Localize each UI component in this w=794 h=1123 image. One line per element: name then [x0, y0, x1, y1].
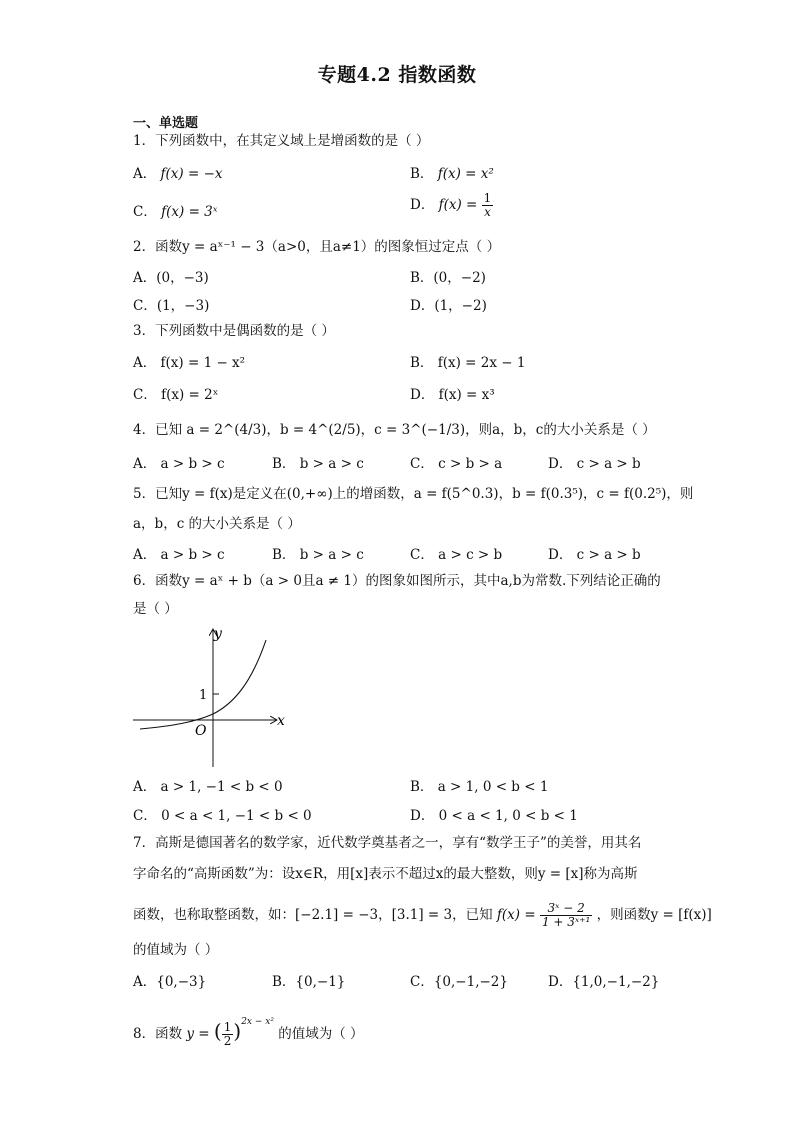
q2-option-d[interactable]: D．(1，−2) [410, 298, 487, 314]
q6-option-a[interactable]: A． a > 1, −1 < b < 0 [133, 779, 283, 795]
q1-option-c-expr: f(x) = 3ˣ [161, 204, 218, 220]
q3-option-b[interactable]: B． f(x) = 2x − 1 [410, 355, 526, 371]
q3-option-a[interactable]: A． f(x) = 1 − x² [133, 355, 246, 371]
q4-option-a[interactable]: A． a > b > c [133, 456, 225, 472]
question-5-stem-line1: 5．已知y = f(x)是定义在(0,+∞)上的增函数，a = f(5^0.3)，b = f(0.3⁵)，c = f(0.2⁵)，则 [133, 486, 694, 502]
q1-option-d[interactable]: D． f(x) = $\frac{1}{x}$ [410, 191, 492, 219]
q2-option-b[interactable]: B．(0，−2) [410, 270, 486, 286]
question-5-stem-line2: a，b，c 的大小关系是（ ） [133, 516, 301, 532]
graph-y-label: y [214, 626, 222, 642]
graph-x-label: x [277, 713, 285, 729]
section-heading: 一、单选题 [133, 116, 199, 131]
curve-line [140, 640, 266, 729]
graph-origin-label: O [195, 723, 207, 739]
question-8-stem: 8．函数 y = ( $\frac{1}{2}$ )$^{2x - x^2}$ 的值域为（ ） [133, 1017, 364, 1048]
q7-option-c[interactable]: C．{0,−1,−2} [410, 974, 508, 990]
q1-option-d-fraction: $\frac{1}{x}$ [483, 191, 492, 219]
q1-option-b-expr: f(x) = x² [437, 166, 494, 182]
q1-option-a-expr: f(x) = −x [160, 166, 223, 182]
question-7-line3: 函数，也称取整函数，如：[−2.1] = −3，[3.1] = 3，已知 f(x) = $\frac{\text{3ˣ − 2}}{\text{1 + 3ˣ⁺¹}}$ ，则函数y = [f(x)] [133, 901, 712, 929]
q5-option-d[interactable]: D． c > a > b [548, 547, 641, 563]
question-1-stem: 1．下列函数中，在其定义域上是增函数的是（ ） [133, 133, 430, 149]
q5-option-a[interactable]: A． a > b > c [133, 547, 225, 563]
q5-option-b[interactable]: B． b > a > c [272, 547, 364, 563]
q1-option-a[interactable]: A． f(x) = −x [133, 166, 223, 182]
q3-option-d[interactable]: D． f(x) = x³ [410, 387, 495, 403]
question-3-stem: 3．下列函数中是偶函数的是（ ） [133, 323, 335, 339]
q4-option-d[interactable]: D． c > a > b [548, 456, 641, 472]
graph-one-label: 1 [199, 688, 208, 703]
q7-option-d[interactable]: D．{1,0,−1,−2} [548, 974, 660, 990]
question-6-stem-line1: 6．函数y = aˣ + b（a > 0且a ≠ 1）的图象如图所示，其中a,b为常数.下列结论正确的 [133, 573, 661, 589]
q2-option-a[interactable]: A．(0，−3) [133, 270, 209, 286]
question-7-line1: 7．高斯是德国著名的数学家，近代数学奠基者之一，享有“数学王子”的美誉，用其名 [133, 835, 642, 851]
q6-option-b[interactable]: B． a > 1, 0 < b < 1 [410, 779, 549, 795]
q6-option-d[interactable]: D． 0 < a < 1, 0 < b < 1 [410, 808, 578, 824]
question-7-line4: 的值域为（ ） [133, 942, 219, 958]
question-6-stem-line2: 是（ ） [133, 601, 178, 617]
q4-option-c[interactable]: C． c > b > a [410, 456, 503, 472]
q3-option-c[interactable]: C． f(x) = 2ˣ [133, 387, 219, 403]
q6-option-c[interactable]: C． 0 < a < 1, −1 < b < 0 [133, 808, 312, 824]
question-7-line2: 字命名的“高斯函数”为：设x∈R，用[x]表示不超过x的最大整数，则y = [x]称为高斯 [133, 866, 638, 882]
question-2-stem: 2．函数y = aˣ⁻¹ − 3（a>0，且a≠1）的图象恒过定点（ ） [133, 239, 501, 255]
q7-option-b[interactable]: B．{0,−1} [272, 974, 346, 990]
q4-option-b[interactable]: B． b > a > c [272, 456, 364, 472]
q7-option-a[interactable]: A．{0,−3} [133, 974, 207, 990]
page-title: 专题4.2 指数函数 [317, 64, 477, 86]
q2-option-c[interactable]: C．(1，−3) [133, 298, 210, 314]
exponential-graph [133, 622, 293, 772]
q7-fraction: $\frac{\text{3ˣ − 2}}{\text{1 + 3ˣ⁺¹}}$ [541, 901, 591, 929]
q1-option-c[interactable]: C． f(x) = 3ˣ [133, 204, 218, 220]
q5-option-c[interactable]: C． a > c > b [410, 547, 503, 563]
q1-option-b[interactable]: B． f(x) = x² [410, 166, 494, 182]
q8-base-fraction: $\frac{1}{2}$ [223, 1020, 232, 1048]
question-4-stem: 4．已知 a = 2^(4/3)，b = 4^(2/5)，c = 3^(−1/3)，则a，b，c的大小关系是（ ） [133, 422, 656, 438]
